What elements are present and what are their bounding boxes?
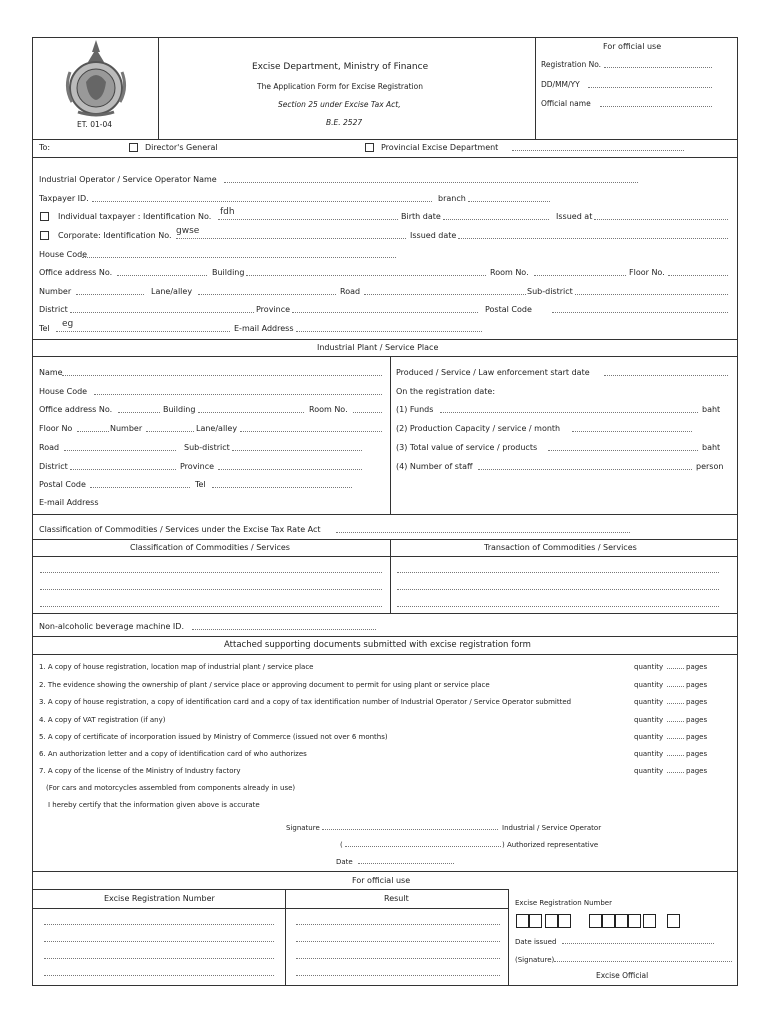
official-reg-row-1[interactable] [44,924,274,925]
plant-house-code-label: House Code [39,387,88,396]
office-address-label: Office address No. [39,268,113,277]
official-reg-row-2[interactable] [44,941,274,942]
room-no-label: Room No. [490,268,529,277]
plant-room-field[interactable] [353,412,382,413]
plant-district-label: District [39,462,68,471]
tel-value: eg [62,319,74,329]
provincial-label: Provincial Excise Department [381,143,499,152]
corporate-id-value: gwse [176,226,200,236]
province-field[interactable] [292,312,478,313]
operator-name-field[interactable] [224,182,638,183]
pages-label-2: pages [686,681,708,689]
official-result-col-header: Result [384,894,409,903]
lane-field[interactable] [198,294,336,295]
quantity-label-4: quantity [634,716,664,724]
issued-date-label: Issued date [410,231,457,240]
district-label: District [39,305,68,314]
plant-building-field[interactable] [198,412,304,413]
transaction-row-2[interactable] [397,589,719,590]
official-result-row-4[interactable] [296,975,500,976]
transaction-row-3[interactable] [397,606,719,607]
to-label: To: [39,143,51,152]
plant-subdistrict-field[interactable] [232,450,362,451]
capacity-label: (2) Production Capacity / service / month [396,424,561,433]
authorized-role-label: ) Authorized representative [502,841,599,849]
total-value-field[interactable] [548,450,698,451]
plant-section-title: Industrial Plant / Service Place [317,343,439,352]
operator-role-label: Industrial / Service Operator [502,824,602,832]
pages-label-7: pages [686,767,708,775]
quantity-label-7: quantity [634,767,664,775]
classification-line-field[interactable] [336,532,630,533]
plant-office-field[interactable] [118,412,160,413]
issued-at-label: Issued at [556,212,593,221]
funds-unit: baht [702,405,721,414]
form-code: ET. 01-04 [77,120,112,129]
plant-office-label: Office address No. [39,405,113,414]
excise-official-label: Excise Official [596,971,649,980]
plant-road-field[interactable] [64,450,176,451]
registration-no-field[interactable] [604,67,712,68]
on-registration-label: On the registration date: [396,387,496,396]
provincial-field[interactable] [512,150,684,151]
pages-label-1: pages [686,663,708,671]
signature-label: Signature [286,824,320,832]
transaction-row-1[interactable] [397,572,719,573]
number-field[interactable] [76,294,144,295]
subdistrict-label: Sub-district [527,287,573,296]
document-item-7: 7. A copy of the license of the Ministry of Industry factory [39,767,241,775]
branch-field[interactable] [468,201,550,202]
plant-name-field[interactable] [62,375,382,376]
staff-field[interactable] [478,469,692,470]
authorized-name-field[interactable] [345,846,501,847]
funds-field[interactable] [440,412,698,413]
tel-field[interactable] [56,331,230,332]
individual-id-field[interactable] [218,219,398,220]
plant-lane-label: Lane/alley [196,424,238,433]
room-no-field[interactable] [534,275,626,276]
official-signature-label: (Signature) [515,956,555,964]
sign-date-field[interactable] [358,863,454,864]
plant-province-field[interactable] [218,469,362,470]
plant-tel-label: Tel [195,480,206,489]
quantity-label-3: quantity [634,698,664,706]
plant-number-label: Number [110,424,143,433]
floor-no-field[interactable] [668,275,728,276]
classification-line-label: Classification of Commodities / Services under the Excise Tax Rate Act [39,525,321,534]
issued-date-field[interactable] [458,238,728,239]
official-reg-row-4[interactable] [44,975,274,976]
official-result-row-1[interactable] [296,924,500,925]
classification-col-header: Classification of Commodities / Services [130,543,290,552]
branch-label: branch [438,194,466,203]
quantity-label-5: quantity [634,733,664,741]
year-line: B.E. 2527 [326,118,363,127]
date-issued-label: Date issued [515,938,557,946]
plant-lane-field[interactable] [240,431,382,432]
road-field[interactable] [364,294,526,295]
quantity-label-1: quantity [634,663,664,671]
date-label: DD/MM/YY [541,80,580,89]
plant-subdistrict-label: Sub-district [184,443,230,452]
plant-postal-label: Postal Code [39,480,86,489]
official-signature-field[interactable] [554,961,732,962]
email-label: E-mail Address [234,324,294,333]
plant-building-label: Building [163,405,196,414]
plant-email-label: E-mail Address [39,498,99,507]
road-label: Road [340,287,361,296]
machine-id-field[interactable] [192,629,376,630]
directors-general-checkbox[interactable] [129,143,138,152]
section-line: Section 25 under Excise Tax Act, [278,100,401,109]
corporate-checkbox[interactable] [40,231,49,240]
official-name-label: Official name [541,99,591,108]
building-label: Building [212,268,245,277]
quantity-field-7[interactable] [667,772,684,773]
pages-label-5: pages [686,733,708,741]
plant-floor-field[interactable] [77,431,109,432]
corporate-id-field[interactable] [176,238,406,239]
certify-statement: I hereby certify that the information given above is accurate [48,801,260,809]
birth-date-field[interactable] [443,219,549,220]
tel-label: Tel [39,324,50,333]
quantity-label-2: quantity [634,681,664,689]
plant-room-label: Room No. [309,405,348,414]
sign-date-label: Date [336,858,353,866]
pages-label-3: pages [686,698,708,706]
quantity-field-3[interactable] [667,703,684,704]
document-item-6: 6. An authorization letter and a copy of identification card of who authorizes [39,750,307,758]
official-reg-col-header: Excise Registration Number [104,894,215,903]
staff-label: (4) Number of staff [396,462,473,471]
documents-title: Attached supporting documents submitted with excise registration form [224,640,531,650]
plant-postal-field[interactable] [90,487,190,488]
official-use-footer-title: For official use [352,876,411,885]
province-label: Province [256,305,291,314]
directors-general-label: Director's General [145,143,218,152]
document-item-5: 5. A copy of certificate of incorporation issued by Ministry of Commerce (issued not over 6 months) [39,733,388,741]
document-note: (For cars and motorcycles assembled from components already in use) [46,784,296,792]
machine-id-label: Non-alcoholic beverage machine ID. [39,622,184,631]
plant-floor-label: Floor No [39,424,73,433]
signature-field[interactable] [322,829,498,830]
number-label: Number [39,287,72,296]
plant-number-field[interactable] [146,431,194,432]
postal-code-label: Postal Code [485,305,532,314]
quantity-field-1[interactable] [667,668,684,669]
house-code-field[interactable] [82,257,396,258]
operator-name-label: Industrial Operator / Service Operator Name [39,175,217,184]
document-item-4: 4. A copy of VAT registration (if any) [39,716,166,724]
district-field[interactable] [70,312,254,313]
start-date-field[interactable] [604,375,728,376]
plant-road-label: Road [39,443,60,452]
provincial-checkbox[interactable] [365,143,374,152]
quantity-field-5[interactable] [667,738,684,739]
birth-date-label: Birth date [401,212,441,221]
plant-province-label: Province [180,462,215,471]
individual-checkbox[interactable] [40,212,49,221]
issued-at-field[interactable] [594,219,728,220]
taxpayer-field[interactable] [92,201,432,202]
plant-tel-field[interactable] [212,487,352,488]
office-address-field[interactable] [117,275,207,276]
pages-label-6: pages [686,750,708,758]
quantity-field-4[interactable] [667,721,684,722]
floor-no-label: Floor No. [629,268,665,277]
capacity-field[interactable] [572,431,692,432]
house-code-label: House Code [39,250,88,259]
transaction-col-header: Transaction of Commodities / Services [484,543,637,552]
email-field[interactable] [296,331,482,332]
official-use-title: For official use [603,42,662,51]
pages-label-4: pages [686,716,708,724]
registration-no-label: Registration No. [541,60,602,69]
official-result-row-3[interactable] [296,958,500,959]
postal-code-field[interactable] [552,312,728,313]
total-value-unit: baht [702,443,721,452]
document-item-2: 2. The evidence showing the ownership of plant / service place or approving document to permit for using plant or service place [39,681,490,689]
plant-name-label: Name [39,368,63,377]
department-title: Excise Department, Ministry of Finance [252,62,429,72]
individual-label: Individual taxpayer : Identification No. [58,212,212,221]
quantity-field-2[interactable] [667,686,684,687]
staff-unit: person [696,462,724,471]
plant-district-field[interactable] [70,469,176,470]
building-field[interactable] [246,275,486,276]
funds-label: (1) Funds [396,405,434,414]
quantity-label-6: quantity [634,750,664,758]
quantity-field-6[interactable] [667,755,684,756]
classification-row-3[interactable] [40,606,382,607]
document-item-3: 3. A copy of house registration, a copy of identification card and a copy of tax identification number of Industrial Operator / Service Operator submitted [39,698,572,706]
corporate-label: Corporate: Identification No. [58,231,172,240]
open-paren: ( [340,841,343,849]
lane-label: Lane/alley [151,287,193,296]
document-item-1: 1. A copy of house registration, location map of industrial plant / service place [39,663,314,671]
total-value-label: (3) Total value of service / products [396,443,538,452]
date-field[interactable] [588,87,712,88]
date-issued-field[interactable] [562,943,714,944]
subdistrict-field[interactable] [575,294,728,295]
official-reg-row-3[interactable] [44,958,274,959]
classification-row-1[interactable] [40,572,382,573]
classification-row-2[interactable] [40,589,382,590]
plant-house-code-field[interactable] [94,394,382,395]
right-reg-number-label: Excise Registration Number [515,899,612,907]
taxpayer-label: Taxpayer ID. [39,194,89,203]
individual-id-value: fdh [220,207,235,217]
excise-emblem-logo [60,38,132,118]
form-title: The Application Form for Excise Registration [257,82,423,91]
start-date-label: Produced / Service / Law enforcement start date [396,368,590,377]
official-name-field[interactable] [600,106,712,107]
official-result-row-2[interactable] [296,941,500,942]
